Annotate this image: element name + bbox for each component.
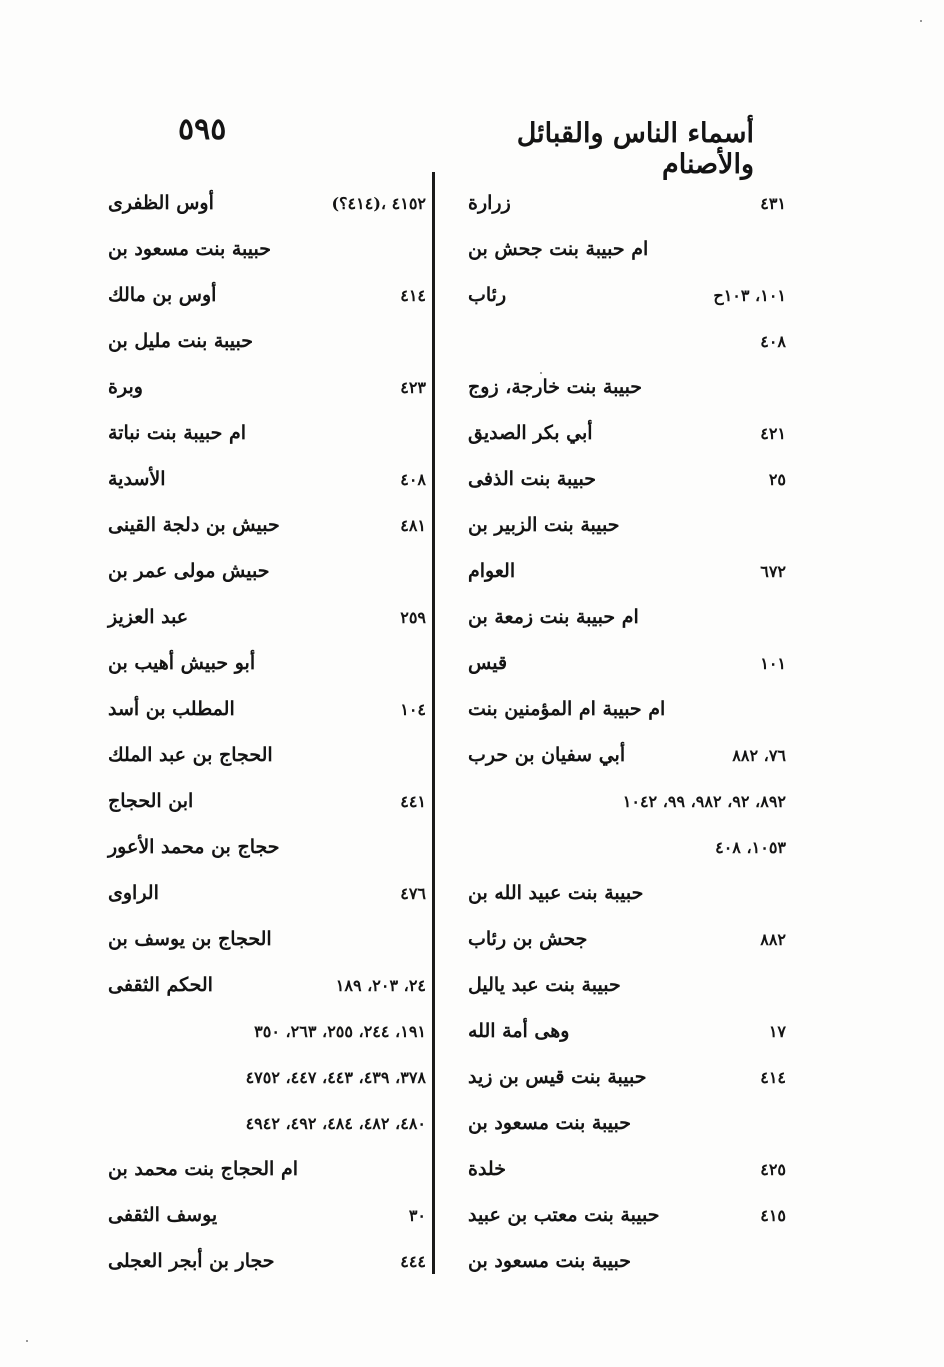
entry-pages: ١٠٥٣، ٤٠٨ (715, 837, 786, 857)
entry-name: حبيبة بنت مسعود بن (468, 1112, 631, 1134)
entry-pages: ١٠١، ١٠٣ح (713, 285, 786, 305)
entry-pages: ٨٩٢، ٩٢، ٩٨٢، ٩٩، ١٠٤٢ (622, 791, 786, 811)
entry-pages: ٤٨١ (400, 515, 426, 535)
index-entry (108, 226, 426, 272)
entry-name: الحجاج بن عبد الملك (108, 744, 273, 766)
index-entry (468, 594, 786, 640)
index-entry (468, 1146, 786, 1192)
index-entry (108, 732, 426, 778)
index-entry (108, 778, 426, 824)
entry-pages: ٦٧٢ (760, 561, 786, 581)
index-entry (108, 962, 426, 1008)
entry-name: حبيبة بنت مسعود بن (108, 238, 271, 260)
index-entry (108, 1008, 426, 1054)
index-entry (468, 226, 786, 272)
entry-pages: ٤٧٦ (400, 883, 426, 903)
column-divider (432, 172, 435, 1274)
entry-pages: ٤٢١ (760, 423, 786, 443)
entry-name: حبيبة بنت خارجة، زوج (468, 376, 643, 398)
entry-pages: ٧٦، ٨٨٢ (732, 745, 786, 765)
entry-pages: ٤١٤ (760, 1067, 786, 1087)
entry-name: وبرة (108, 376, 143, 398)
entry-name: أبي بكر الصديق (468, 422, 593, 444)
entry-pages: ٤٣١ (760, 193, 786, 213)
entry-name: حبيبة بنت مسعود بن (468, 1250, 631, 1272)
index-entry (108, 272, 426, 318)
entry-name: حبيبة بنت الذفى (468, 468, 596, 490)
entry-name: حبيش مولى عمر بن (108, 560, 270, 582)
index-entry (468, 318, 786, 364)
index-entry (468, 778, 786, 824)
entry-name: زرارة (468, 192, 511, 214)
scan-speck (26, 1340, 28, 1342)
index-entry (108, 364, 426, 410)
entry-name: خلدة (468, 1158, 506, 1180)
index-entry (108, 686, 426, 732)
index-entry (108, 916, 426, 962)
entry-name: حبيبة بنت الزبير بن (468, 514, 620, 536)
index-entry (468, 548, 786, 594)
index-entry (468, 180, 786, 226)
entry-pages: ٤١٥ (760, 1205, 786, 1225)
index-entry (108, 1054, 426, 1100)
index-entry (108, 594, 426, 640)
index-entry (108, 456, 426, 502)
index-entry (468, 824, 786, 870)
entry-pages: ٤٠٨ (760, 331, 786, 351)
entry-pages: ١٩١، ٢٤٤، ٢٥٥، ٢٦٣، ٣٥٠ (254, 1021, 426, 1041)
index-entry (468, 732, 786, 778)
index-entry (468, 272, 786, 318)
entry-name: أبو حبيش أهيب بن (108, 652, 256, 674)
entry-name: أوس الظفرى (108, 192, 214, 214)
page-header-title: أسماء الناس والقبائل والأصنام (516, 118, 754, 180)
index-entry (468, 916, 786, 962)
entry-pages: ٤٠٨ (400, 469, 426, 489)
index-entry (468, 410, 786, 456)
entry-pages: ٤٨٠، ٤٨٢، ٤٨٤، ٤٩٢، ٤٩٤٢ (245, 1113, 426, 1133)
entry-name: ابن الحجاج (108, 790, 194, 812)
entry-name: حبيبة بنت قيس بن زيد (468, 1066, 647, 1088)
entry-name: الراوى (108, 882, 159, 904)
index-entry (108, 824, 426, 870)
left-column (108, 180, 426, 1284)
index-entry (468, 1100, 786, 1146)
index-entry (108, 502, 426, 548)
entry-name: أوس بن مالك (108, 284, 217, 306)
index-entry (108, 870, 426, 916)
entry-name: حبيبة بنت عبد ياليل (468, 974, 621, 996)
page-number: ٥٩٥ (178, 112, 227, 147)
index-entry (108, 1238, 426, 1284)
entry-name: الحجاج بن يوسف بن (108, 928, 272, 950)
entry-pages: ١٠٤ (400, 699, 426, 719)
entry-pages: (٤١٤؟)، ٤١٥٢ (331, 193, 426, 213)
entry-name: المطلب بن أسد (108, 698, 235, 720)
index-entry (108, 180, 426, 226)
index-entry (108, 1146, 426, 1192)
index-entry (468, 1192, 786, 1238)
entry-name: حبيبة بنت معتب بن عبيد (468, 1204, 660, 1226)
entry-pages: ٨٨٢ (760, 929, 786, 949)
entry-name: عبد العزيز (108, 606, 189, 628)
index-entry (468, 962, 786, 1008)
entry-pages: ١٠١ (760, 653, 786, 673)
entry-pages: ٤٤١ (400, 791, 426, 811)
entry-name: حجاج بن محمد الأعور (108, 836, 280, 858)
scan-speck (540, 372, 542, 374)
entry-name: حبيش بن دلجة القينى (108, 514, 280, 536)
entry-name: حبيبة بنت مليل بن (108, 330, 253, 352)
index-entry (108, 1192, 426, 1238)
index-entry (468, 1238, 786, 1284)
entry-pages: ٤١٤ (400, 285, 426, 305)
entry-name: ام حبيبة بنت نباتة (108, 422, 246, 444)
index-entry (108, 548, 426, 594)
entry-name: الأسدية (108, 468, 166, 490)
index-entry (108, 640, 426, 686)
right-column (468, 180, 786, 1284)
index-entry (108, 1100, 426, 1146)
entry-name: يوسف الثقفى (108, 1204, 218, 1226)
entry-name: رئاب (468, 284, 507, 306)
index-entry (468, 1054, 786, 1100)
entry-pages: ٢٥ (768, 469, 786, 489)
entry-pages: ٤٢٣ (400, 377, 426, 397)
entry-name: العوام (468, 560, 516, 582)
entry-name: قيس (468, 652, 508, 674)
entry-name: وهى أمة الله (468, 1020, 570, 1042)
index-entry (468, 364, 786, 410)
index-entry (468, 686, 786, 732)
entry-name: ام الحجاج بنت محمد بن (108, 1158, 298, 1180)
entry-name: ام حبيبة بنت زمعة بن (468, 606, 639, 628)
entry-pages: ٢٥٩ (400, 607, 426, 627)
index-entry (468, 456, 786, 502)
index-entry (468, 640, 786, 686)
index-entry (108, 318, 426, 364)
index-entry (468, 1008, 786, 1054)
entry-pages: ٢٤، ٢٠٣، ١٨٩ (335, 975, 426, 995)
entry-name: أبي سفيان بن حرب (468, 744, 626, 766)
entry-pages: ١٧ (768, 1021, 786, 1041)
entry-pages: ٣٠ (408, 1205, 426, 1225)
entry-name: ام حبيبة بنت جحش بن (468, 238, 649, 260)
scan-speck (920, 20, 922, 22)
index-entry (468, 870, 786, 916)
index-entry (468, 502, 786, 548)
entry-name: الحكم الثقفى (108, 974, 213, 996)
entry-name: ام حبيبة ام المؤمنين بنت (468, 698, 666, 720)
entry-name: حبيبة بنت عبيد الله بن (468, 882, 644, 904)
entry-pages: ٣٧٨، ٤٣٩، ٤٤٣، ٤٤٧، ٤٧٥٢ (245, 1067, 426, 1087)
entry-name: حجار بن أبجر العجلى (108, 1250, 275, 1272)
entry-pages: ٤٢٥ (760, 1159, 786, 1179)
entry-name: جحش بن رئاب (468, 928, 588, 950)
index-entry (108, 410, 426, 456)
entry-pages: ٤٤٤ (400, 1251, 426, 1271)
